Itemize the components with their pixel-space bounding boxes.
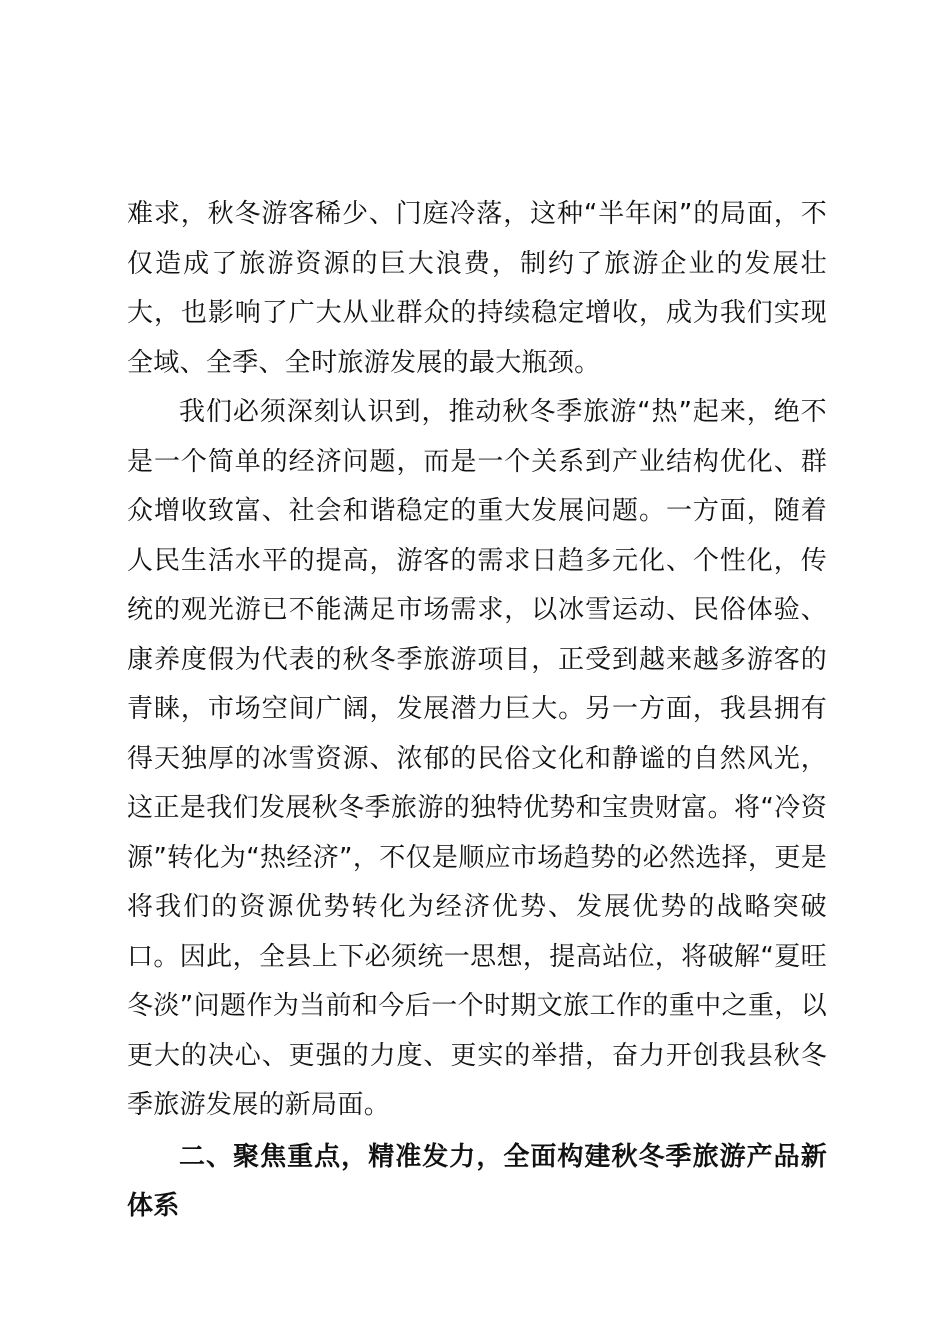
section-heading: 二、聚焦重点，精准发力，全面构建秋冬季旅游产品新体系 [127,1141,827,1221]
body-text [127,190,827,1232]
paragraph-body: 我们必须深刻认识到，推动秋冬季旅游“热”起来，绝不是一个简单的经济问题，而是一个关系到产业结构优化、群众增收致富、社会和谐稳定的重大发展问题。一方面，随着人民生活水平的提高，游客的需求日趋多元化、个性化，传统的观光游已不能满足市场需求，以冰雪运动、民俗体验、康养度假为代表的秋冬季旅游项目，正受到越来越多游客的青睐，市场空间广阔，发展潜力巨大。另一方面，我县拥有得天独厚的冰雪资源、浓郁的民俗文化和静谧的自然风光，这正是我们发展秋冬季旅游的独特优势和宝贵财富。将“冷资源”转化为“热经济”，不仅是顺应市场趋势的必然选择，更是将我们的资源优势转化为经济优势、发展优势的战略突破口。因此，全县上下必须统一思想，提高站位，将破解“夏旺冬淡”问题作为当前和今后一个时期文旅工作的重中之重，以更大的决心、更强的力度、更实的举措，奋力开创我县秋冬季旅游发展的新局面。 [127,397,827,1120]
paragraph-continuation: 难求，秋冬游客稀少、门庭冷落，这种“半年闲”的局面，不仅造成了旅游资源的巨大浪费，制约了旅游企业的发展壮大，也影响了广大从业群众的持续稳定增收，成为我们实现全域、全季、全时旅游发展的最大瓶颈。 [127,199,827,378]
